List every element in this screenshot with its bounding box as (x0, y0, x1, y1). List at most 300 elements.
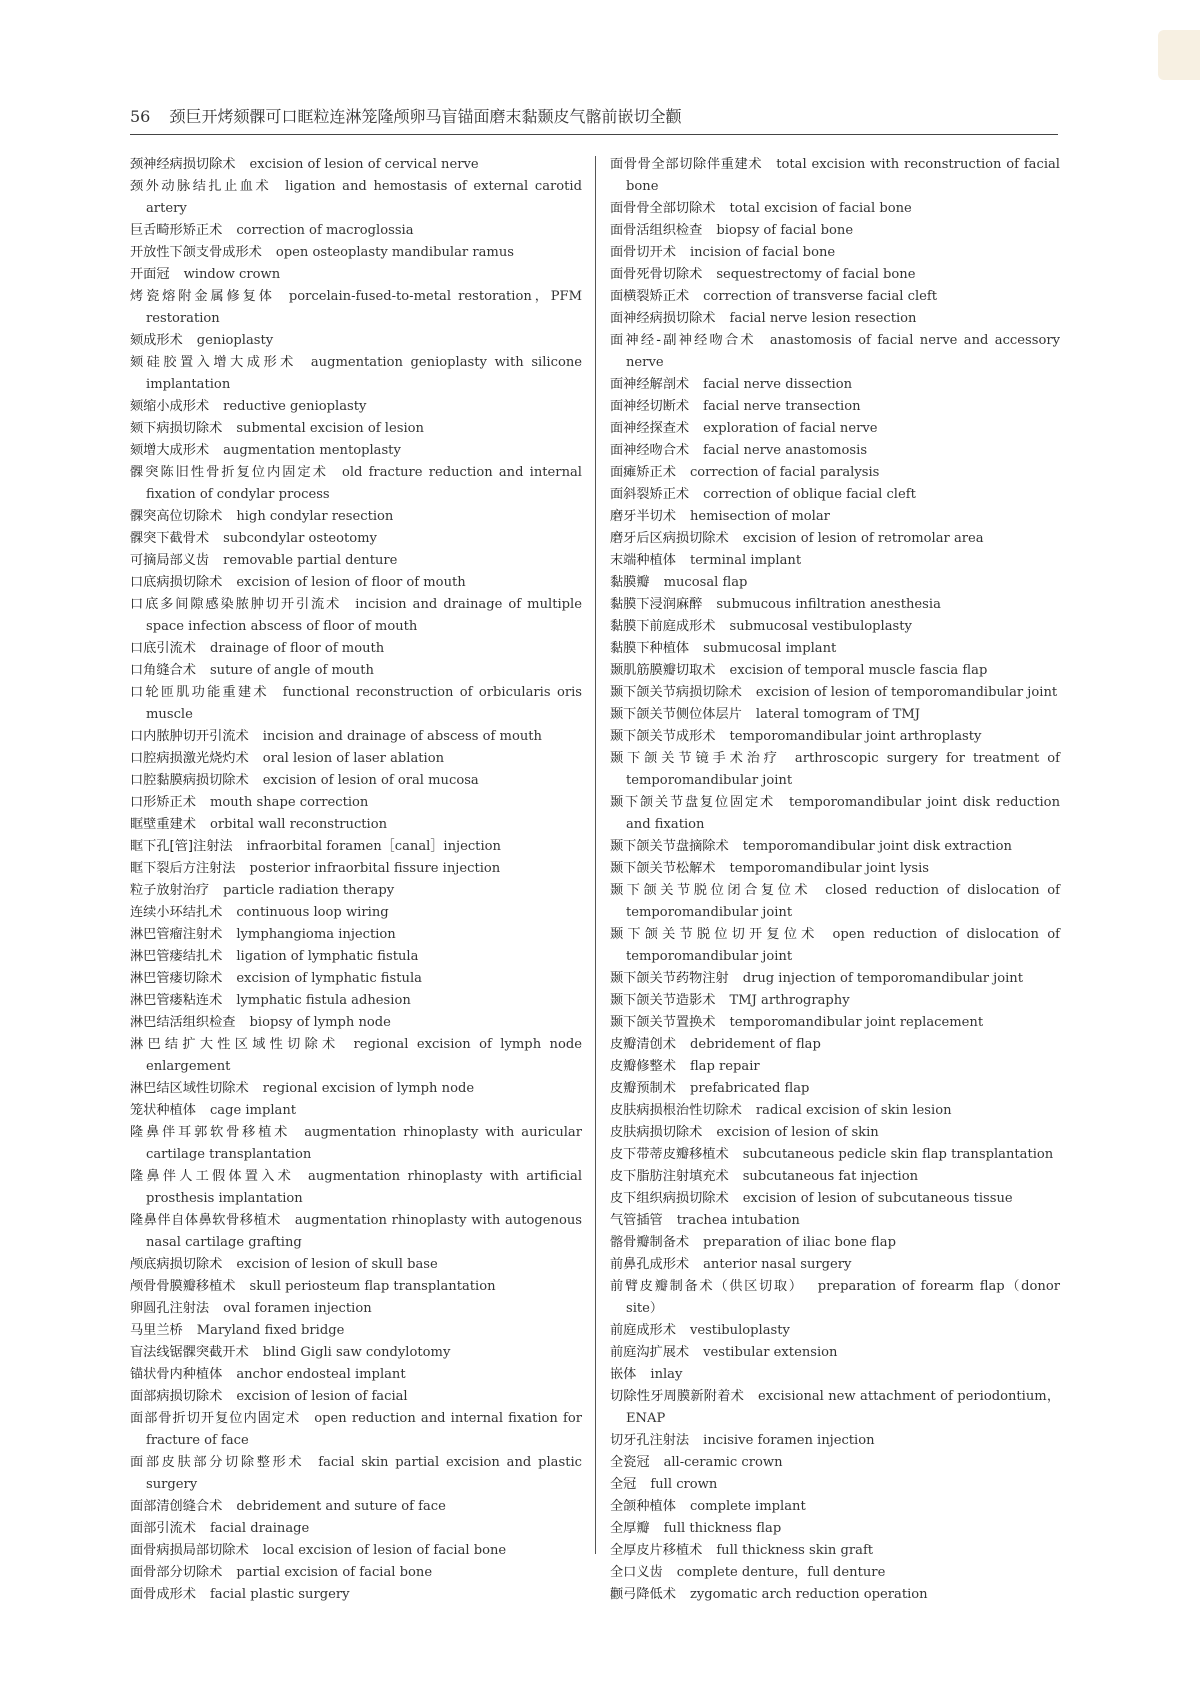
term-chinese: 口底引流术 (130, 641, 196, 656)
term-english: debridement of flap (689, 1037, 821, 1052)
term-chinese: 皮瓣预制术 (610, 1081, 676, 1096)
glossary-entry (610, 550, 1060, 572)
glossary-entry (610, 1386, 1060, 1430)
term-english: temporomandibular joint replacement (729, 1015, 984, 1030)
glossary-entry (610, 154, 1060, 198)
glossary-entry (610, 1012, 1060, 1034)
term-english: excision of lesion of skull base (236, 1257, 438, 1272)
term-chinese: 颈外动脉结扎止血术 (130, 179, 272, 194)
glossary-entry (610, 1364, 1060, 1386)
term-chinese: 全口义齿 (610, 1565, 663, 1580)
glossary-entry (610, 616, 1060, 638)
term-chinese: 颞下颌关节侧位体层片 (610, 707, 742, 722)
term-english: preparation of forearm flap（donor site） (626, 1279, 1061, 1316)
term-english: TMJ arthrography (729, 993, 850, 1008)
term-chinese: 口内脓肿切开引流术 (130, 729, 249, 744)
term-chinese: 切除性牙周膜新附着术 (610, 1389, 744, 1404)
term-chinese: 气管插管 (610, 1213, 663, 1228)
term-english: anchor endosteal implant (236, 1367, 406, 1382)
glossary-entry (130, 792, 582, 814)
glossary-entry (130, 1210, 582, 1254)
term-chinese: 面横裂矫正术 (610, 289, 690, 304)
term-english: reductive genioplasty (223, 399, 367, 414)
term-english: subcondylar osteotomy (223, 531, 377, 546)
term-chinese: 颞下颌关节盘复位固定术 (610, 795, 775, 810)
glossary-entry (610, 1056, 1060, 1078)
glossary-entry (130, 1122, 582, 1166)
glossary-entry (130, 1562, 582, 1584)
term-chinese: 淋巴管瘘切除术 (130, 971, 223, 986)
term-chinese: 颏硅胶置入增大成形术 (130, 355, 297, 370)
term-english: skull periosteum flap transplantation (249, 1279, 496, 1294)
term-english: open reduction and internal fixation for fracture of face (146, 1411, 583, 1448)
term-chinese: 末端种植体 (610, 553, 676, 568)
glossary-entry (610, 1320, 1060, 1342)
glossary-entry (130, 462, 582, 506)
term-english: excision of lesion of skin (716, 1125, 879, 1140)
term-english: drug injection of temporomandibular joint (742, 971, 1024, 986)
glossary-entry (130, 506, 582, 528)
term-chinese: 面骨骨全部切除术 (610, 201, 716, 216)
term-chinese: 面骨骨全部切除伴重建术 (610, 157, 763, 172)
glossary-entry (610, 1342, 1060, 1364)
term-english: zygomatic arch reduction operation (689, 1587, 928, 1602)
term-english: biopsy of lymph node (249, 1015, 391, 1030)
glossary-entry (130, 286, 582, 330)
term-english: facial nerve dissection (703, 377, 853, 392)
term-chinese: 磨牙后区病损切除术 (610, 531, 729, 546)
term-english: total excision of facial bone (729, 201, 912, 216)
term-english: excision of lesion of cervical nerve (249, 157, 479, 172)
term-chinese: 磨牙半切术 (610, 509, 676, 524)
term-english: facial drainage (209, 1521, 310, 1536)
term-english: augmentation genioplasty with silicone implantation (146, 355, 583, 392)
glossary-entry (610, 1430, 1060, 1452)
term-english: removable partial denture (223, 553, 398, 568)
glossary-entry (130, 1254, 582, 1276)
glossary-entry (130, 682, 582, 726)
glossary-entry (610, 374, 1060, 396)
term-chinese: 眶壁重建术 (130, 817, 196, 832)
term-chinese: 面瘫矫正术 (610, 465, 676, 480)
glossary-entry (610, 594, 1060, 616)
glossary-entry (610, 264, 1060, 286)
glossary-entry (610, 1452, 1060, 1474)
term-chinese: 前臂皮瓣制备术（供区切取） (610, 1279, 804, 1294)
term-chinese: 开面冠 (130, 267, 170, 282)
term-english: lymphangioma injection (236, 927, 396, 942)
term-chinese: 口腔病损激光烧灼术 (130, 751, 249, 766)
term-english: incision and drainage of multiple space infection abscess of floor of mouth (146, 597, 582, 634)
term-english: excision of lesion of floor of mouth (236, 575, 466, 590)
term-english: orbital wall reconstruction (209, 817, 388, 832)
term-chinese: 面骨死骨切除术 (610, 267, 703, 282)
glossary-entry (130, 418, 582, 440)
term-chinese: 皮下脂肪注射填充术 (610, 1169, 729, 1184)
glossary-entry (610, 1254, 1060, 1276)
glossary-entry (130, 440, 582, 462)
glossary-entry (130, 572, 582, 594)
term-chinese: 烤瓷熔附金属修复体 (130, 289, 275, 304)
term-chinese: 口轮匝肌功能重建术 (130, 685, 269, 700)
term-english: incision of facial bone (689, 245, 836, 260)
term-chinese: 口底多间隙感染脓肿切开引流术 (130, 597, 342, 612)
term-chinese: 口底病损切除术 (130, 575, 223, 590)
term-english: anterior nasal surgery (703, 1257, 852, 1272)
term-english: correction of facial paralysis (689, 465, 880, 480)
term-english: submucosal vestibuloplasty (729, 619, 912, 634)
term-chinese: 嵌体 (610, 1367, 637, 1382)
term-english: full crown (650, 1477, 718, 1492)
glossary-entry (130, 330, 582, 352)
term-chinese: 全厚皮片移植术 (610, 1543, 703, 1558)
term-english: debridement and suture of face (236, 1499, 446, 1514)
glossary-entry (610, 704, 1060, 726)
glossary-entry (610, 528, 1060, 550)
term-chinese: 面斜裂矫正术 (610, 487, 690, 502)
glossary-entry (610, 1166, 1060, 1188)
term-chinese: 髂骨瓣制备术 (610, 1235, 690, 1250)
glossary-entry (610, 682, 1060, 704)
glossary-entry (130, 1364, 582, 1386)
glossary-entry (610, 330, 1060, 374)
term-chinese: 淋巴管瘘粘连术 (130, 993, 223, 1008)
term-english: old fracture reduction and internal fixation of condylar process (146, 465, 582, 502)
glossary-entry (610, 1122, 1060, 1144)
glossary-entry (610, 1518, 1060, 1540)
glossary-entry (130, 1408, 582, 1452)
term-chinese: 口形矫正术 (130, 795, 196, 810)
glossary-entry (610, 924, 1060, 968)
term-chinese: 隆鼻伴人工假体置入术 (130, 1169, 295, 1184)
term-chinese: 面神经探查术 (610, 421, 690, 436)
term-chinese: 面骨成形术 (130, 1587, 196, 1602)
term-chinese: 面神经切断术 (610, 399, 690, 414)
glossary-entry (130, 858, 582, 880)
term-english: total excision with reconstruction of facial bone (626, 157, 1060, 194)
term-chinese: 面骨活组织检查 (610, 223, 703, 238)
glossary-entry (130, 638, 582, 660)
term-english: all-ceramic crown (663, 1455, 783, 1470)
glossary-entry (130, 946, 582, 968)
glossary-entry (610, 242, 1060, 264)
glossary-entry (610, 880, 1060, 924)
term-chinese: 切牙孔注射法 (610, 1433, 690, 1448)
term-chinese: 颞下颌关节松解术 (610, 861, 716, 876)
term-chinese: 淋巴结扩大性区域性切除术 (130, 1037, 340, 1052)
term-english: oval foramen injection (223, 1301, 372, 1316)
term-chinese: 淋巴结区域性切除术 (130, 1081, 249, 1096)
term-english: temporomandibular joint disk reduction and fixation (626, 795, 1060, 832)
term-chinese: 髁突陈旧性骨折复位内固定术 (130, 465, 328, 480)
term-chinese: 马里兰桥 (130, 1323, 183, 1338)
term-english: augmentation mentoplasty (223, 443, 401, 458)
glossary-entry (130, 1342, 582, 1364)
glossary-entry (130, 528, 582, 550)
glossary-entry (130, 748, 582, 770)
term-english: temporomandibular joint lysis (729, 861, 929, 876)
term-english: open reduction of dislocation of temporomandibular joint (626, 927, 1060, 964)
term-chinese: 皮瓣修整术 (610, 1059, 676, 1074)
term-chinese: 眶下裂后方注射法 (130, 861, 236, 876)
glossary-entry (610, 1496, 1060, 1518)
glossary-entry (130, 814, 582, 836)
term-chinese: 面部清创缝合术 (130, 1499, 223, 1514)
term-english: genioplasty (196, 333, 274, 348)
term-english: functional reconstruction of orbicularis oris muscle (146, 685, 582, 722)
page-edge-tab (1158, 30, 1200, 80)
term-english: posterior infraorbital fissure injection (249, 861, 501, 876)
term-english: excision of lesion of temporomandibular joint (755, 685, 1058, 700)
term-chinese: 淋巴结活组织检查 (130, 1015, 236, 1030)
right-column (610, 154, 1060, 1606)
glossary-entry (610, 660, 1060, 682)
glossary-entry (130, 1012, 582, 1034)
term-english: blind Gigli saw condylotomy (262, 1345, 451, 1360)
term-english: mouth shape correction (209, 795, 369, 810)
term-chinese: 颞肌筋膜瓣切取术 (610, 663, 716, 678)
term-english: radical excision of skin lesion (755, 1103, 952, 1118)
term-english: temporomandibular joint arthroplasty (729, 729, 982, 744)
term-chinese: 颅底病损切除术 (130, 1257, 223, 1272)
glossary-entry (130, 1584, 582, 1606)
term-english: vestibuloplasty (689, 1323, 790, 1338)
term-english: excision of lymphatic fistula (236, 971, 422, 986)
term-chinese: 笼状种植体 (130, 1103, 196, 1118)
term-english: local excision of lesion of facial bone (262, 1543, 507, 1558)
glossary-entry (130, 836, 582, 858)
term-english: closed reduction of dislocation of temporomandibular joint (626, 883, 1060, 920)
term-chinese: 皮下组织病损切除术 (610, 1191, 729, 1206)
term-english: full thickness skin graft (716, 1543, 874, 1558)
term-english: suture of angle of mouth (209, 663, 374, 678)
glossary-entry (610, 726, 1060, 748)
term-english: subcutaneous pedicle skin flap transplantation (742, 1147, 1054, 1162)
term-english: trachea intubation (676, 1213, 800, 1228)
term-chinese: 前庭成形术 (610, 1323, 676, 1338)
glossary-entry (610, 1232, 1060, 1254)
term-english: flap repair (689, 1059, 760, 1074)
term-chinese: 连续小环结扎术 (130, 905, 223, 920)
glossary-entry (610, 836, 1060, 858)
term-chinese: 皮下带蒂皮瓣移植术 (610, 1147, 729, 1162)
glossary-entry (610, 1562, 1060, 1584)
term-english: facial plastic surgery (209, 1587, 350, 1602)
term-chinese: 黏膜下浸润麻醉 (610, 597, 703, 612)
term-english: ligation of lymphatic fistula (236, 949, 419, 964)
glossary-entry (610, 1144, 1060, 1166)
term-english: vestibular extension (703, 1345, 838, 1360)
term-english: excisional new attachment of periodontium，ENAP (626, 1389, 1061, 1426)
glossary-entry (130, 1496, 582, 1518)
term-english: correction of macroglossia (236, 223, 414, 238)
term-english: augmentation rhinoplasty with autogenous nasal cartilage grafting (146, 1213, 582, 1250)
term-english: open osteoplasty mandibular ramus (275, 245, 514, 260)
term-english: facial skin partial excision and plastic surgery (146, 1455, 582, 1492)
term-english: drainage of floor of mouth (209, 641, 385, 656)
glossary-entry (130, 1518, 582, 1540)
term-english: excision of lesion of oral mucosa (262, 773, 479, 788)
running-title: 颈巨开烤颏髁可口眶粒连淋笼隆颅卵马盲锚面磨末黏颞皮气髂前嵌切全颧 (169, 107, 682, 126)
term-chinese: 面神经-副神经吻合术 (610, 333, 756, 348)
term-english: exploration of facial nerve (703, 421, 878, 436)
term-chinese: 颧弓降低术 (610, 1587, 676, 1602)
glossary-entry (130, 1034, 582, 1078)
glossary-entry (130, 1276, 582, 1298)
term-chinese: 颞下颌关节药物注射 (610, 971, 729, 986)
glossary-entry (610, 1188, 1060, 1210)
glossary-entry (130, 726, 582, 748)
term-chinese: 锚状骨内种植体 (130, 1367, 223, 1382)
term-english: partial excision of facial bone (236, 1565, 433, 1580)
glossary-entry (610, 990, 1060, 1012)
glossary-entry (610, 1276, 1060, 1320)
glossary-entry (610, 418, 1060, 440)
glossary-entry (610, 1584, 1060, 1606)
glossary-entry (130, 1166, 582, 1210)
glossary-entry (130, 264, 582, 286)
term-chinese: 可摘局部义齿 (130, 553, 210, 568)
term-chinese: 颞下颌关节镜手术治疗 (610, 751, 781, 766)
term-english: excision of lesion of retromolar area (742, 531, 984, 546)
term-english: incision and drainage of abscess of mouth (262, 729, 542, 744)
glossary-entry (610, 968, 1060, 990)
term-chinese: 面神经吻合术 (610, 443, 690, 458)
term-chinese: 颞下颌关节成形术 (610, 729, 716, 744)
glossary-entry (130, 220, 582, 242)
term-chinese: 皮瓣清创术 (610, 1037, 676, 1052)
term-chinese: 颞下颌关节盘摘除术 (610, 839, 729, 854)
glossary-entry (130, 1100, 582, 1122)
term-english: ligation and hemostasis of external carotid artery (146, 179, 582, 216)
glossary-entry (130, 154, 582, 176)
glossary-entry (610, 1474, 1060, 1496)
term-english: continuous loop wiring (236, 905, 389, 920)
glossary-entry (610, 440, 1060, 462)
term-chinese: 颞下颌关节脱位闭合复位术 (610, 883, 812, 898)
term-chinese: 颞下颌关节脱位切开复位术 (610, 927, 819, 942)
term-chinese: 粒子放射治疗 (130, 883, 210, 898)
term-chinese: 全颌种植体 (610, 1499, 676, 1514)
term-chinese: 髁突下截骨术 (130, 531, 210, 546)
term-english: infraorbital foramen［canal］injection (246, 839, 501, 854)
glossary-entry (610, 1100, 1060, 1122)
glossary-entry (130, 1078, 582, 1100)
term-english: particle radiation therapy (223, 883, 395, 898)
glossary-entry (130, 550, 582, 572)
glossary-entry (610, 792, 1060, 836)
glossary-entry (130, 1320, 582, 1342)
glossary-entry (610, 1210, 1060, 1232)
term-english: mucosal flap (663, 575, 748, 590)
term-chinese: 面骨病损局部切除术 (130, 1543, 249, 1558)
glossary-entry (130, 176, 582, 220)
term-chinese: 黏膜瓣 (610, 575, 650, 590)
page-number: 56 (130, 107, 151, 126)
page-header (130, 104, 1058, 127)
term-chinese: 面骨部分切除术 (130, 1565, 223, 1580)
term-chinese: 颏缩小成形术 (130, 399, 210, 414)
term-english: regional excision of lymph node enlargement (146, 1037, 583, 1074)
glossary-entry (610, 1540, 1060, 1562)
term-chinese: 髁突高位切除术 (130, 509, 223, 524)
term-chinese: 巨舌畸形矫正术 (130, 223, 223, 238)
term-english: terminal implant (689, 553, 802, 568)
glossary-entry (610, 396, 1060, 418)
term-english: submucous infiltration anesthesia (716, 597, 941, 612)
term-chinese: 颞下颌关节病损切除术 (610, 685, 742, 700)
term-chinese: 前鼻孔成形术 (610, 1257, 690, 1272)
term-english: excision of temporal muscle fascia flap (729, 663, 988, 678)
glossary-entry (130, 242, 582, 264)
glossary-entry (130, 1298, 582, 1320)
term-chinese: 颞下颌关节造影术 (610, 993, 716, 1008)
term-chinese: 口腔黏膜病损切除术 (130, 773, 249, 788)
term-english: window crown (183, 267, 281, 282)
glossary-entry (130, 396, 582, 418)
glossary-entry (610, 198, 1060, 220)
term-chinese: 面部引流术 (130, 1521, 196, 1536)
glossary-entry (610, 638, 1060, 660)
term-english: high condylar resection (236, 509, 394, 524)
term-english: porcelain-fused-to-metal restoration，PFM restoration (146, 289, 583, 326)
term-chinese: 颏成形术 (130, 333, 183, 348)
left-column (130, 154, 582, 1606)
term-chinese: 颏增大成形术 (130, 443, 210, 458)
glossary-entry (130, 1540, 582, 1562)
glossary-entry (610, 858, 1060, 880)
glossary-entry (130, 1452, 582, 1496)
term-english: anastomosis of facial nerve and accessory nerve (626, 333, 1060, 370)
term-english: submental excision of lesion (236, 421, 424, 436)
glossary-entry (130, 902, 582, 924)
glossary-entry (610, 572, 1060, 594)
term-english: excision of lesion of facial (236, 1389, 408, 1404)
glossary-entry (610, 286, 1060, 308)
glossary-entry (130, 990, 582, 1012)
term-chinese: 颈神经病损切除术 (130, 157, 236, 172)
term-english: facial nerve transection (703, 399, 861, 414)
term-english: Maryland fixed bridge (196, 1323, 345, 1338)
term-chinese: 面部骨折切开复位内固定术 (130, 1411, 301, 1426)
glossary-entry (130, 924, 582, 946)
term-english: regional excision of lymph node (262, 1081, 475, 1096)
term-chinese: 颅骨骨膜瓣移植术 (130, 1279, 236, 1294)
term-english: excision of lesion of subcutaneous tissue (742, 1191, 1013, 1206)
term-chinese: 淋巴管瘤注射术 (130, 927, 223, 942)
term-chinese: 隆鼻伴自体鼻软骨移植术 (130, 1213, 281, 1228)
glossary-entry (130, 770, 582, 792)
header-rule (130, 134, 1058, 135)
term-english: cage implant (209, 1103, 297, 1118)
glossary-entry (610, 484, 1060, 506)
term-chinese: 口角缝合术 (130, 663, 196, 678)
term-chinese: 眶下孔[管]注射法 (130, 839, 233, 854)
term-chinese: 卵圆孔注射法 (130, 1301, 210, 1316)
glossary-entry (610, 220, 1060, 242)
term-english: lymphatic fistula adhesion (236, 993, 411, 1008)
term-english: correction of transverse facial cleft (703, 289, 937, 304)
term-english: subcutaneous fat injection (742, 1169, 919, 1184)
term-english: incisive foramen injection (703, 1433, 875, 1448)
glossary-entry (610, 462, 1060, 484)
term-chinese: 全厚瓣 (610, 1521, 650, 1536)
term-english: submucosal implant (703, 641, 837, 656)
term-chinese: 开放性下颌支骨成形术 (130, 245, 262, 260)
glossary-entry (610, 1034, 1060, 1056)
term-english: hemisection of molar (689, 509, 830, 524)
term-english: lateral tomogram of TMJ (755, 707, 921, 722)
